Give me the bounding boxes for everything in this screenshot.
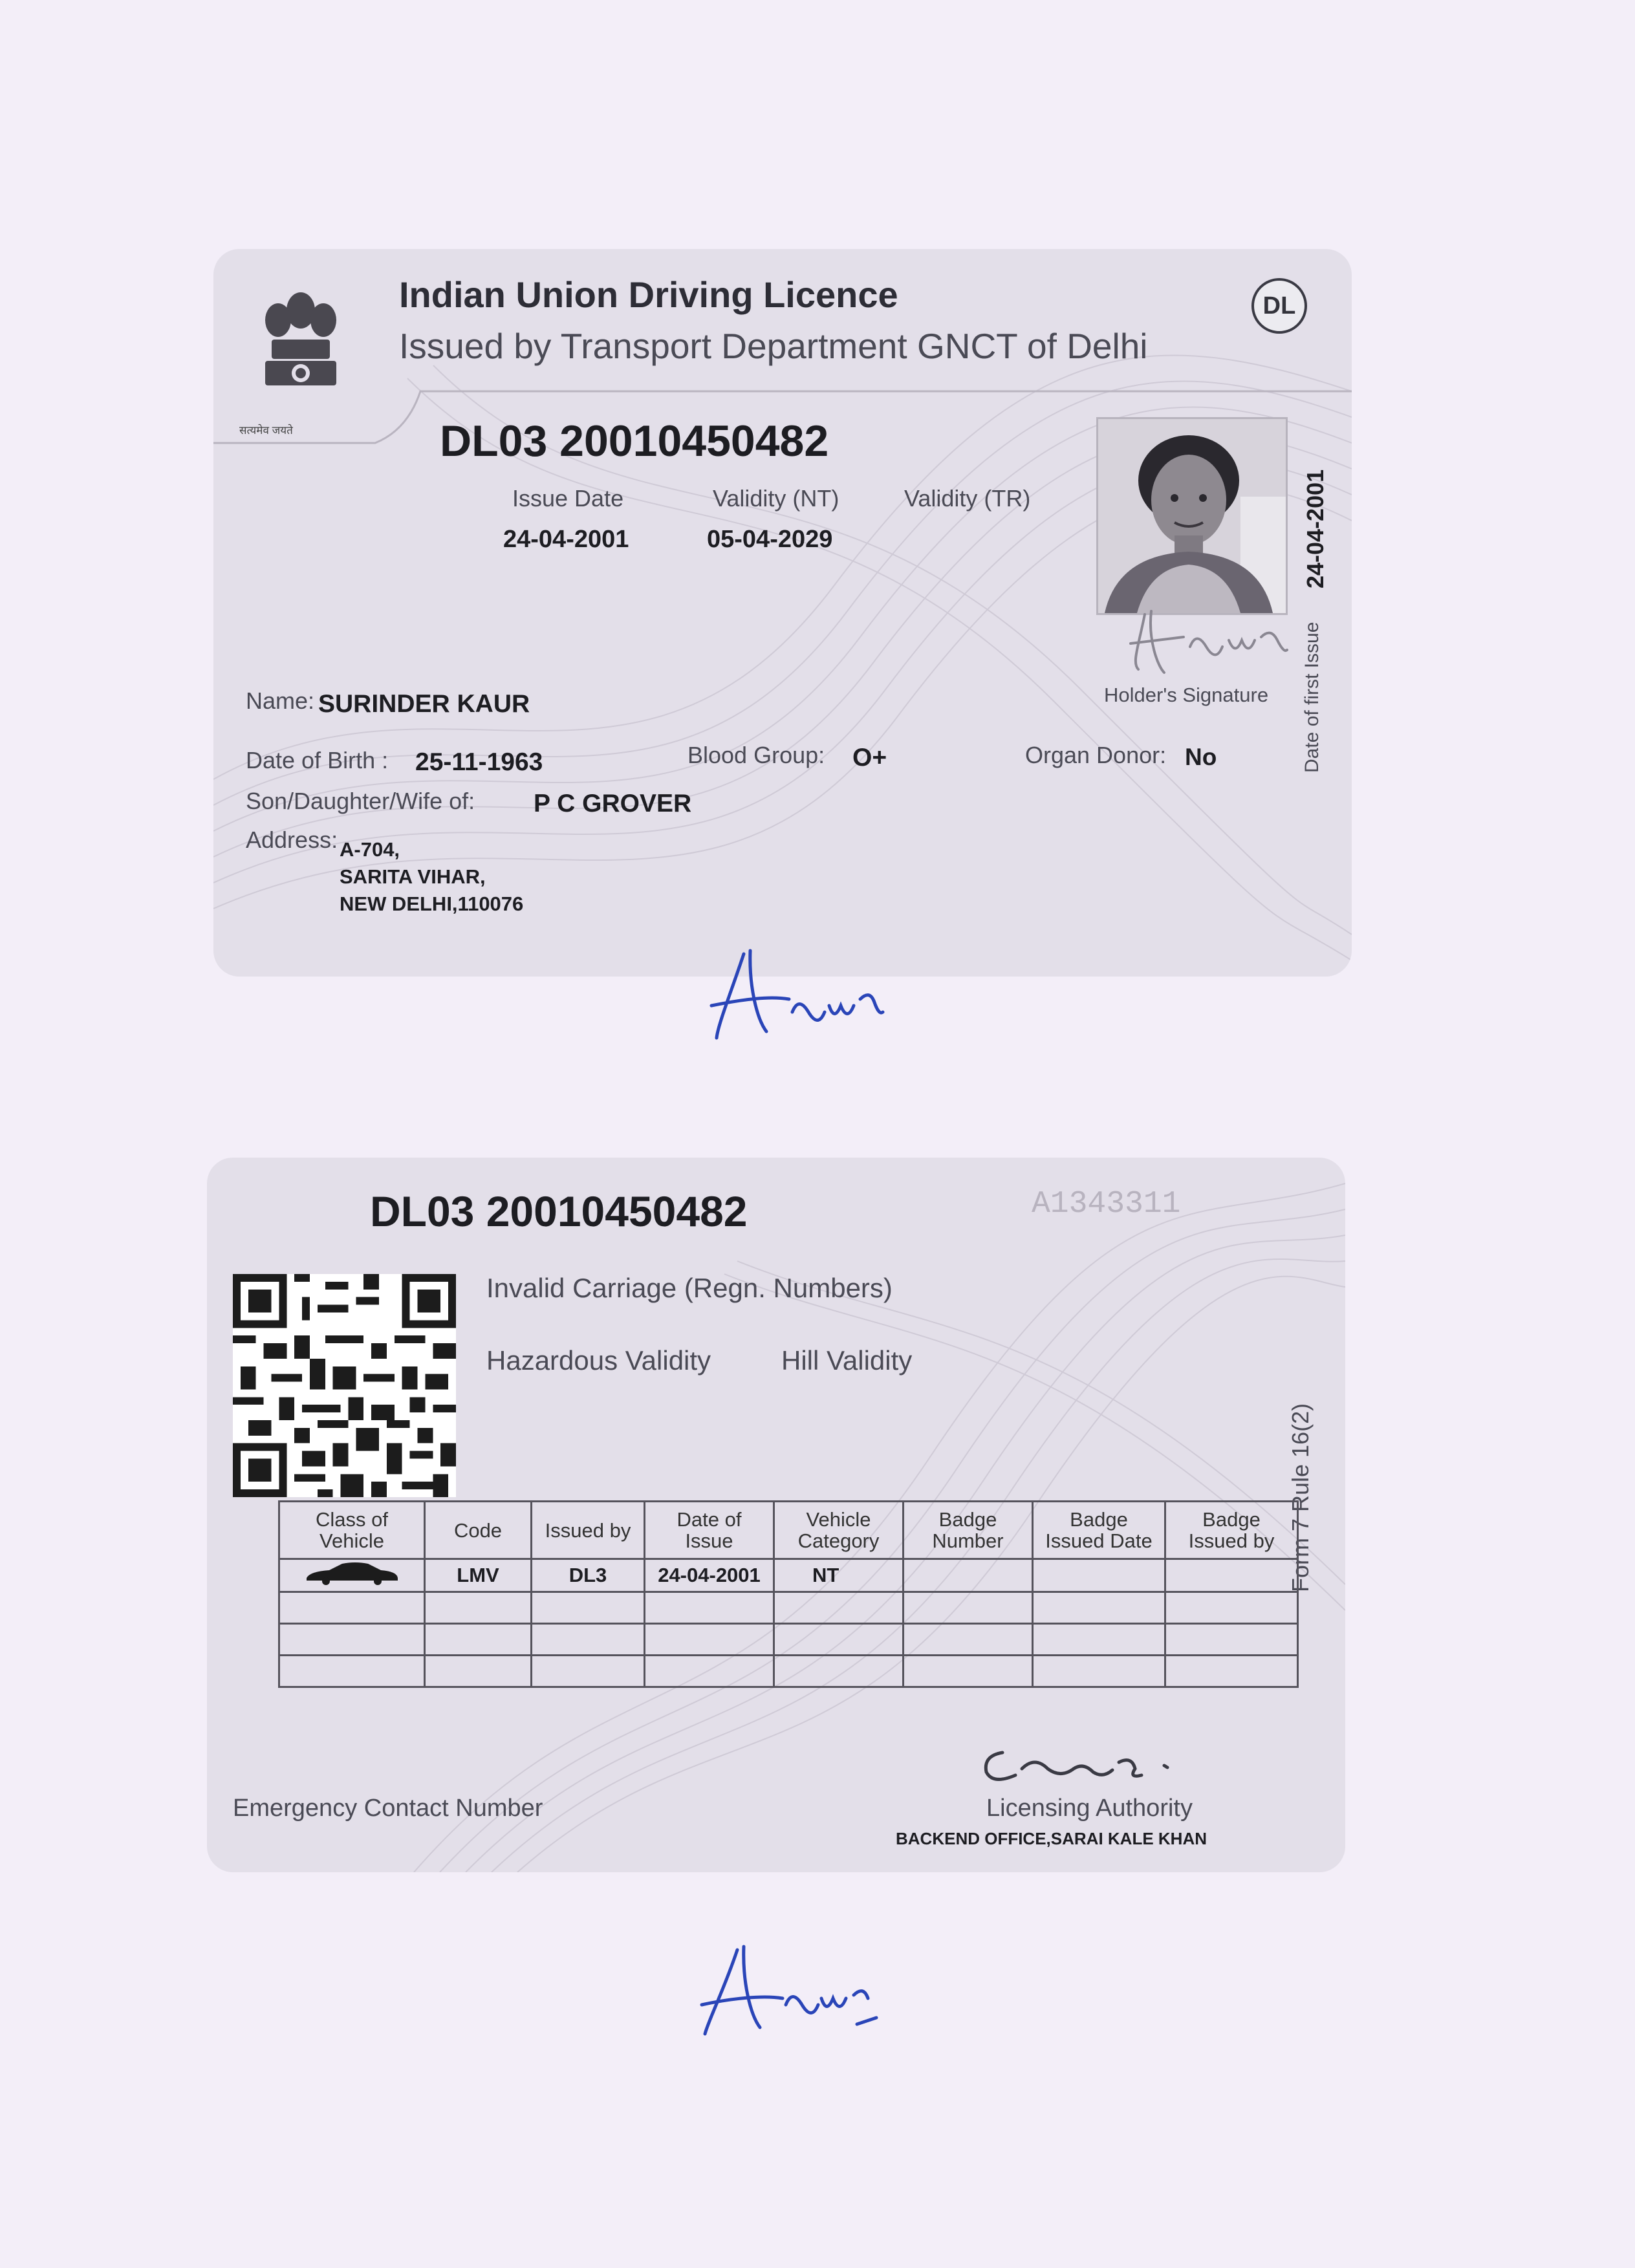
validity-nt-label: Validity (NT) — [713, 485, 839, 512]
address-value — [340, 836, 523, 918]
header-vehicle-category: Vehicle Category — [774, 1502, 904, 1559]
dob-value: 25-11-1963 — [415, 748, 543, 776]
licence-front-card — [213, 249, 1352, 977]
hazardous-validity-label: Hazardous Validity — [486, 1345, 711, 1376]
organ-donor-label: Organ Donor: — [1025, 742, 1167, 768]
licence-number: DL03 20010450482 — [440, 416, 829, 466]
ink-signature-2 — [692, 1937, 886, 2050]
emblem-motto: सत्यमेव जयते — [239, 424, 293, 437]
blood-group-value: O+ — [852, 744, 887, 772]
holder-signature-label: Holder's Signature — [1104, 684, 1269, 706]
cell-code: LMV — [425, 1559, 532, 1592]
header-badge-issued-by: Badge Issued by — [1165, 1502, 1298, 1559]
header-badge-issued-date: Badge Issued Date — [1033, 1502, 1165, 1559]
licensing-authority-label: Licensing Authority — [986, 1795, 1193, 1822]
hill-validity-label: Hill Validity — [781, 1345, 913, 1376]
name-value: SURINDER KAUR — [318, 690, 530, 718]
ink-signature-1 — [705, 941, 893, 1054]
table-row — [279, 1592, 1298, 1624]
serial-number: A1343311 — [1032, 1187, 1181, 1222]
authority-signature-image — [970, 1743, 1190, 1795]
licence-back-card — [207, 1158, 1345, 1872]
cell-badge-issued-date — [1033, 1559, 1165, 1592]
address-line-3: NEW DELHI,110076 — [340, 892, 524, 915]
authority-office: BACKEND OFFICE,SARAI KALE KHAN — [896, 1829, 1207, 1848]
dob-label: Date of Birth : — [246, 747, 389, 773]
table-row — [279, 1559, 1298, 1592]
address-line-1: A-704, — [340, 838, 400, 861]
issue-date-value: 24-04-2001 — [503, 526, 629, 553]
first-issue-value: 24-04-2001 — [1302, 469, 1328, 589]
holder-photo — [1096, 417, 1288, 615]
cell-class-of-vehicle — [279, 1559, 425, 1592]
back-licence-number: DL03 20010450482 — [370, 1187, 748, 1235]
cell-issued-by: DL3 — [532, 1559, 645, 1592]
table-header-row — [279, 1502, 1298, 1559]
table-row — [279, 1656, 1298, 1687]
blood-group-label: Blood Group: — [688, 742, 825, 768]
holder-signature-image — [1125, 601, 1294, 679]
card-subtitle: Issued by Transport Department GNCT of Delhi — [399, 326, 1148, 366]
first-issue-label: Date of first Issue — [1301, 621, 1323, 773]
issue-date-label: Issue Date — [512, 485, 624, 512]
card-title: Indian Union Driving Licence — [399, 274, 898, 315]
cell-badge-issued-by — [1165, 1559, 1298, 1592]
header-issued-by: Issued by — [532, 1502, 645, 1559]
dl-badge-icon: DL — [1251, 278, 1307, 334]
emergency-contact-label: Emergency Contact Number — [233, 1795, 543, 1822]
table-row — [279, 1624, 1298, 1656]
car-icon — [303, 1560, 400, 1586]
cell-vehicle-category: NT — [774, 1559, 904, 1592]
vehicle-class-table — [278, 1500, 1299, 1688]
form-rule-label: Form 7 Rule 16(2) — [1287, 1403, 1314, 1592]
ashoka-emblem-icon — [246, 285, 356, 414]
invalid-carriage-label: Invalid Carriage (Regn. Numbers) — [486, 1273, 893, 1303]
header-class-of-vehicle: Class of Vehicle — [279, 1502, 425, 1559]
cell-badge-number — [904, 1559, 1033, 1592]
address-line-2: SARITA VIHAR, — [340, 865, 486, 888]
name-label: Name: — [246, 687, 315, 714]
header-date-of-issue: Date of Issue — [645, 1502, 774, 1559]
header-badge-number: Badge Number — [904, 1502, 1033, 1559]
address-label: Address: — [246, 826, 338, 853]
relation-label: Son/Daughter/Wife of: — [246, 788, 475, 814]
cell-date-of-issue: 24-04-2001 — [645, 1559, 774, 1592]
relation-value: P C GROVER — [534, 790, 692, 817]
header-code: Code — [425, 1502, 532, 1559]
organ-donor-value: No — [1185, 744, 1217, 770]
validity-tr-label: Validity (TR) — [904, 485, 1031, 512]
qr-code-icon — [233, 1274, 456, 1497]
validity-nt-value: 05-04-2029 — [707, 526, 833, 553]
